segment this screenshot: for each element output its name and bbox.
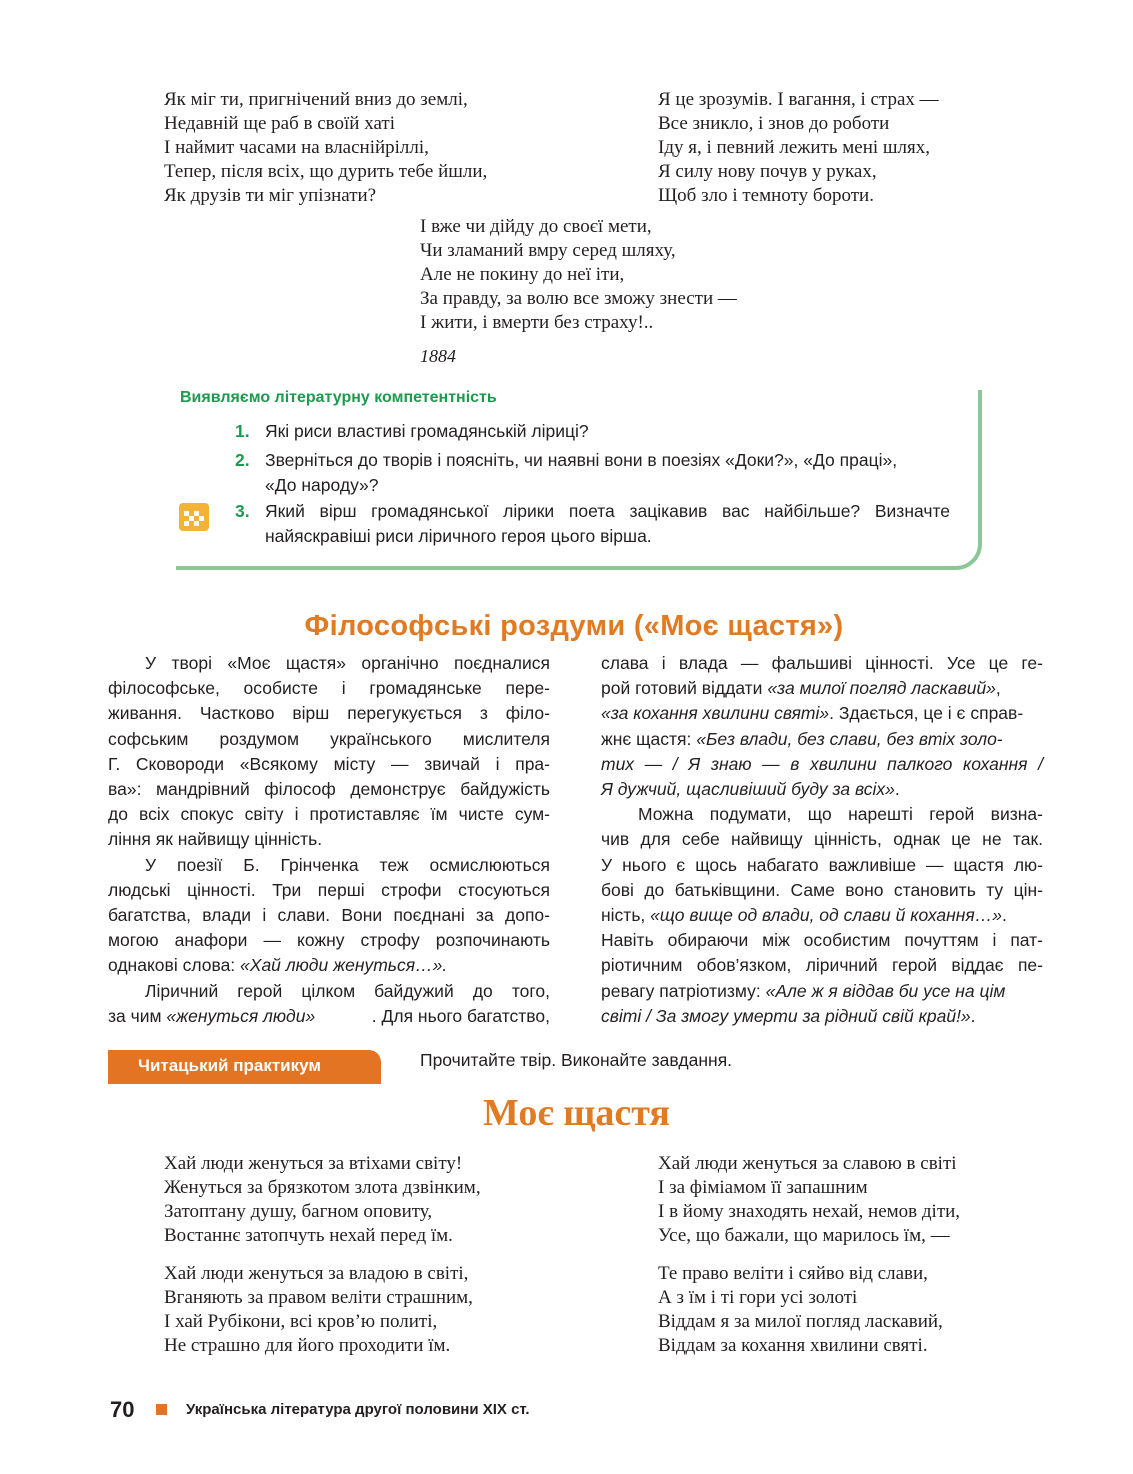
poem-line: І вже чи дійду до своєї мети, [420,216,652,237]
text-line: софським роздумом українського мислителя [108,728,550,749]
page-number: 70 [110,1397,135,1422]
poem-date: 1884 [420,346,456,366]
quote: «Хай люди женуться…». [240,955,448,976]
poem-line: Недавній ще раб в своїй хаті [164,113,395,134]
practicum-instruction: Прочитайте твір. Виконайте завдання. [420,1050,733,1070]
poem-line: Я силу нову почув у руках, [658,161,877,182]
quote: тих — / Я знаю — в хвилини палкого кохання / [601,753,1043,774]
poem-line: Як друзів ти міг упізнати? [164,185,377,206]
text-line: однакові слова: «Хай люди женуться…». [108,955,448,976]
poem-line: Але не покину до неї іти, [420,264,625,285]
poem-line: Не страшно для його проходити їм. [164,1335,451,1356]
question-1 [235,419,950,444]
question-2 [235,448,950,498]
text-line: Навіть обираючи між особистим почуттям і пат- [601,930,1043,951]
poem-line: І за фіміамом її запашним [658,1177,868,1198]
question-text: найяскравіші риси ліричного героя цього вірша. [265,526,652,546]
poem-top-left [164,88,487,208]
poem-main-right [658,1152,960,1358]
poem-top-right [658,88,939,208]
poem-line: Хай люди женуться за владою в світі, [164,1263,469,1284]
quote: «за милої погляд ласкавий» [767,678,996,699]
text-line [601,752,1043,777]
running-footer: Українська література другої половини XIX ст. [186,1401,530,1418]
poem-line: Віддам за кохання хвилини святі. [658,1335,928,1356]
poem-line: Віддам я за милої погляд ласкавий, [658,1311,943,1332]
text-line: світі / За змогу умерти за рідний свій край!». [601,1005,976,1026]
poem-line: І в йому знаходять нехай, немов діти, [658,1201,961,1222]
question-number: 2. [235,450,250,470]
poem-line: Затоптану душу, багном оповиту, [164,1201,433,1222]
text-line: філософське, особисте і громадянське пере- [108,678,550,699]
text-line: У нього є щось набагато важливіше — щастя лю- [601,854,1043,875]
footer-square-icon [156,1404,167,1415]
text-line: ва»: мандрівний філософ демонструє байдужість [108,779,550,800]
poem-top-center [420,215,737,335]
quote: «за кохання хвилини святі» [601,703,830,724]
text-line: Г. Сковороди «Всякому місту — звичай і пра- [108,753,550,774]
poem-line: Я це зрозумів. І вагання, і страх — [658,89,939,110]
poem-line: За правду, за волю все зможу знести — [420,288,737,309]
poem-line: Хай люди женуться за славою в світі [658,1153,957,1174]
poem-line: Женуться за брязкотом злота дзвінким, [164,1177,481,1198]
text-line: за чим «женуться люди» . Для нього багатство, [108,1005,550,1026]
poem-line: І наймит часами на власнійріллі, [164,137,429,158]
poem-line: А з їм і ті гори усі золоті [658,1287,858,1308]
poem-line: І жити, і вмерти без страху!.. [420,312,654,333]
question-number: 1. [235,421,250,441]
quote: «женуться люди» [166,1005,316,1026]
text-line: «за кохання хвилини святі». Здається, це і є справ- [601,703,1024,724]
poem-line: Вганяють за правом веліти страшним, [164,1287,473,1308]
poem-line: Те право веліти і сяйво від слави, [658,1263,928,1284]
text-line: Ліричний герой цілком байдужий до того, [145,980,550,1001]
poem-line: Іду я, і певний лежить мені шлях, [658,137,931,158]
text-line: ність, «що вище од влади, од слави й кохання…». [601,905,1007,926]
poem-line: Хай люди женуться за втіхами світу! [164,1153,463,1174]
task-heading: Виявляємо літературну компетентність [180,389,497,406]
text-column-left [108,651,550,1029]
text-line: ревагу патріотизму: «Але ж я віддав би усе на цім [601,980,1006,1001]
text-line: У поезії Б. Грінченка теж осмислюються [145,854,550,875]
text-line: слава і влада — фальшиві цінності. Усе це ге- [601,653,1043,673]
text-line: ріотичним обов’язком, ліричний герой віддає пе- [601,955,1043,976]
text-line: жнє щастя: «Без влади, без слави, без втіх золо- [601,728,1003,749]
reading-practicum-label [108,1050,381,1084]
poem-line: Усе, що бажали, що марилось їм, — [658,1225,950,1246]
poem-line: Все зникло, і знов до роботи [658,113,890,134]
text-line: до всіх спокус світу і протиставляє їм чисте сум- [108,804,550,825]
poem-line: І хай Рубікони, всі кров’ю политі, [164,1311,438,1332]
poem-line: Тепер, після всіх, що дурить тебе йшли, [164,161,488,182]
poem-main-left [164,1152,481,1358]
text-line: бові до батьківщини. Саме воно становить ту цін- [601,879,1043,900]
text-line: людські цінності. Три перші строфи стосуються [108,879,550,900]
question-text: «До народу»? [265,475,379,495]
text-column-right [601,651,1043,1029]
quote: «що вище од влади, од слави й кохання…» [650,905,1002,926]
question-text: Який вірш громадянської лірики поета зацікавив вас найбільше? Визначте [265,501,950,521]
text-line: чив для себе найвищу цінність, однак це не так. [601,829,1043,850]
question-number: 3. [235,501,250,521]
text-line: живання. Частково вірш перегукується з філо- [108,703,550,724]
question-3 [235,499,950,549]
text-line: багатства, влади і слави. Вони поєднані за допо- [108,905,550,926]
poem-line: Востаннє затопчуть нехай перед їм. [164,1225,453,1246]
text-line: могою анафори — кожну строфу розпочинають [108,930,550,951]
text-line: рой готовий віддати «за милої погляд ласкавий», [601,678,1001,699]
text-line: ління як найвищу цінність. [108,829,323,850]
group-work-icon [179,503,209,531]
text-line: Можна подумати, що нарешті герой визна- [638,804,1043,825]
question-text: Зверніться до творів і поясніть, чи наявні вони в поезіях «Доки?», «До праці», [265,450,898,470]
quote: Я дужчий, щасливіший буду за всіх» [601,779,895,800]
quote: «Але ж я віддав би усе на цім [765,980,1006,1001]
practicum-label-text: Читацький практикум [138,1056,321,1075]
poem-line: Як міг ти, пригнічений вниз до землі, [164,89,468,110]
quote: «Без влади, без слави, без втіх золо- [696,728,1003,749]
poem-title: Моє щастя [483,1092,670,1134]
text-line: Я дужчий, щасливіший буду за всіх». [601,779,900,800]
question-text: Які риси властиві громадянській ліриці? [265,421,589,441]
poem-line: Щоб зло і темноту бороти. [658,185,874,206]
poem-line: Чи зламаний вмру серед шляху, [420,240,676,261]
quote: світі / За змогу умерти за рідний свій край!» [601,1005,971,1026]
section-title: Філософські роздуми («Моє щастя») [304,610,844,642]
text-line: У творі «Моє щастя» органічно поєдналися [145,653,550,673]
